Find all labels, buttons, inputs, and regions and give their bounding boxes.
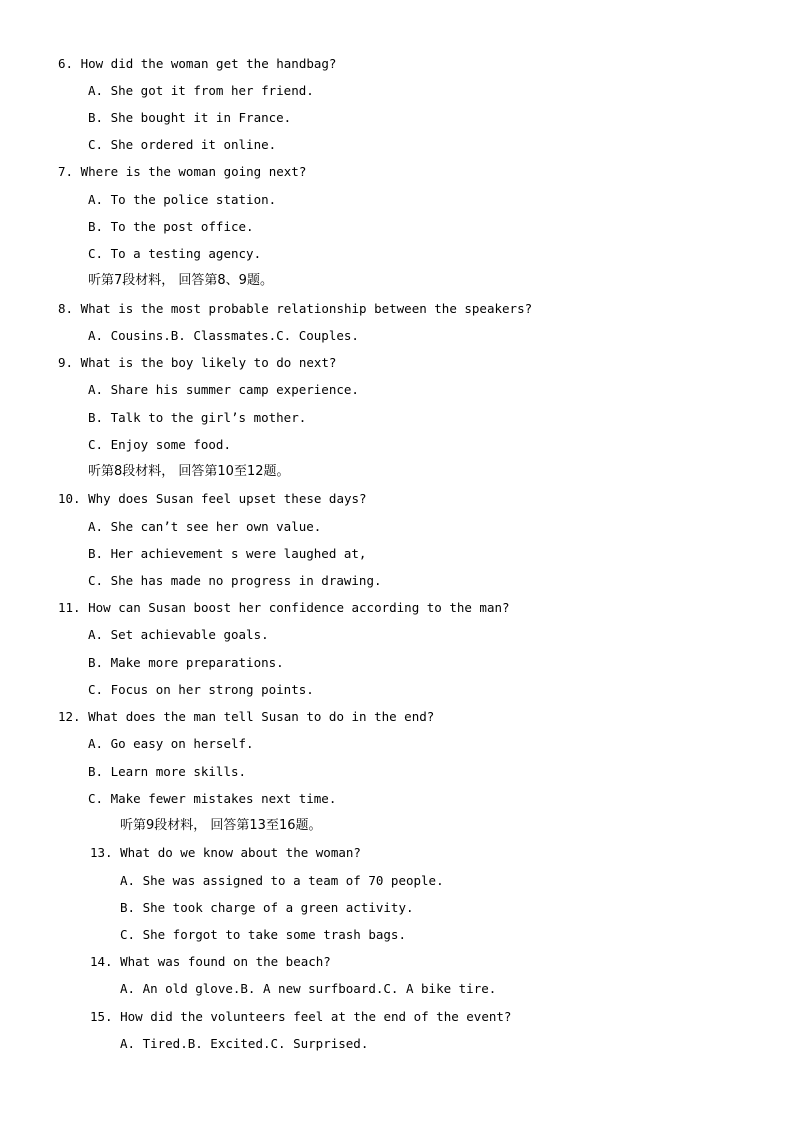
- q10-option-c: C. She has made no progress in drawing.: [88, 573, 382, 588]
- question-7: 7. Where is the woman going next?: [58, 164, 307, 179]
- q7-option-c: C. To a testing agency.: [88, 246, 262, 261]
- section-instruction-8: 听第8段材料， 回答第10至12题。: [88, 464, 290, 479]
- question-13: 13. What do we know about the woman?: [90, 845, 361, 860]
- q13-option-b: B. She took charge of a green activity.: [120, 900, 414, 915]
- q7-option-b: B. To the post office.: [88, 219, 254, 234]
- q13-option-c: C. She forgot to take some trash bags.: [120, 927, 406, 942]
- section-instruction-9: 听第9段材料， 回答第13至16题。: [120, 818, 322, 833]
- q11-option-c: C. Focus on her strong points.: [88, 682, 314, 697]
- q6-option-c: C. She ordered it online.: [88, 137, 277, 152]
- q10-option-a: A. She can’t see her own value.: [88, 519, 322, 534]
- question-9: 9. What is the boy likely to do next?: [58, 355, 337, 370]
- q6-option-b: B. She bought it in France.: [88, 110, 292, 125]
- q7-option-a: A. To the police station.: [88, 192, 277, 207]
- q8-options: A. Cousins.B. Classmates.C. Couples.: [88, 328, 359, 343]
- q10-option-b: B. Her achievement s were laughed at,: [88, 546, 367, 561]
- q15-options: A. Tired.B. Excited.C. Surprised.: [120, 1036, 369, 1051]
- q12-option-a: A. Go easy on herself.: [88, 736, 254, 751]
- q9-option-b: B. Talk to the girl’s mother.: [88, 410, 307, 425]
- question-6: 6. How did the woman get the handbag?: [58, 56, 337, 71]
- q13-option-a: A. She was assigned to a team of 70 people.: [120, 873, 444, 888]
- q9-option-a: A. Share his summer camp experience.: [88, 382, 359, 397]
- q12-option-b: B. Learn more skills.: [88, 764, 247, 779]
- section-instruction-7: 听第7段材料， 回答第8、9题。: [88, 273, 273, 288]
- question-15: 15. How did the volunteers feel at the end of the event?: [90, 1009, 512, 1024]
- q9-option-c: C. Enjoy some food.: [88, 437, 231, 452]
- question-10: 10. Why does Susan feel upset these days?: [58, 491, 367, 506]
- q6-option-a: A. She got it from her friend.: [88, 83, 314, 98]
- q12-option-c: C. Make fewer mistakes next time.: [88, 791, 337, 806]
- q11-option-a: A. Set achievable goals.: [88, 627, 269, 642]
- question-14: 14. What was found on the beach?: [90, 954, 331, 969]
- question-8: 8. What is the most probable relationship between the speakers?: [58, 301, 533, 316]
- question-11: 11. How can Susan boost her confidence according to the man?: [58, 600, 510, 615]
- q14-options: A. An old glove.B. A new surfboard.C. A bike tire.: [120, 981, 497, 996]
- question-12: 12. What does the man tell Susan to do in the end?: [58, 709, 435, 724]
- q11-option-b: B. Make more preparations.: [88, 655, 284, 670]
